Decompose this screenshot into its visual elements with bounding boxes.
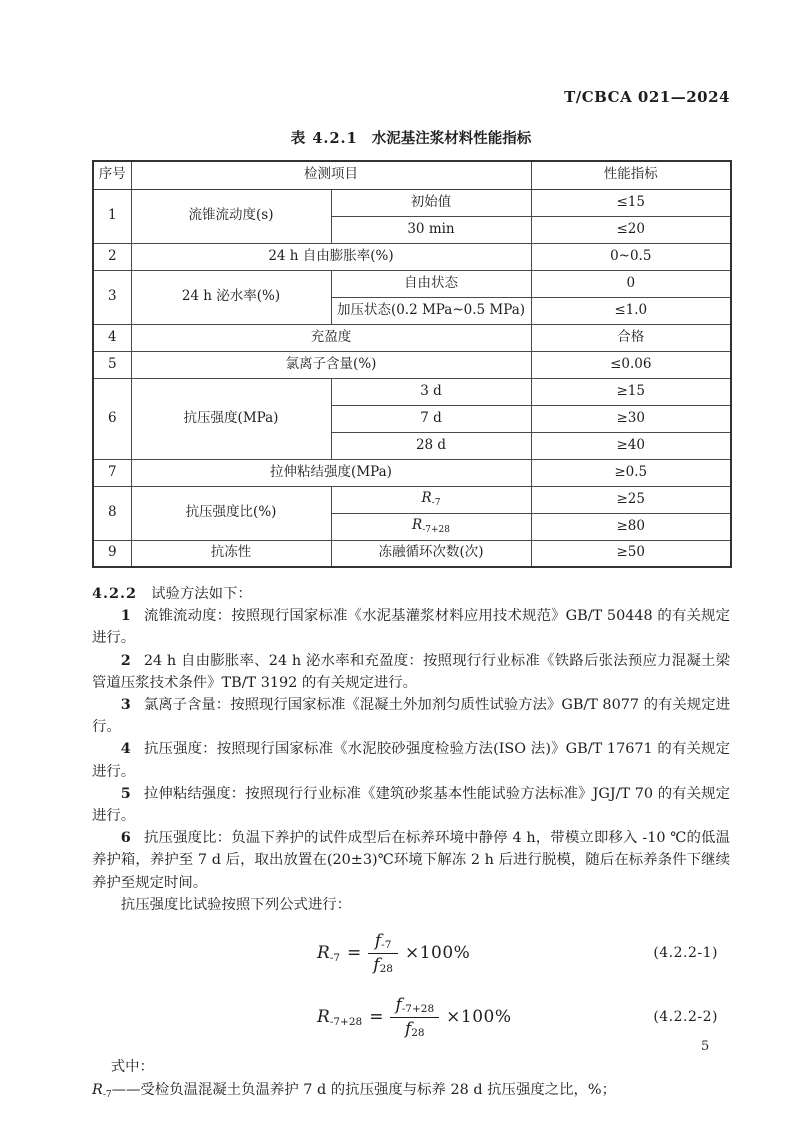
symbol-R: R — [317, 942, 330, 963]
cell-item-free-expansion: 24 h 自由膨胀率(%) — [131, 243, 531, 270]
table-name: 水泥基注浆材料性能指标 — [371, 130, 532, 147]
cell-item-bleeding-rate: 24 h 泌水率(%) — [131, 270, 331, 324]
cell-item-compressive-strength: 抗压强度(MPa) — [131, 378, 331, 459]
cell-item-tensile-bond-strength: 拉伸粘结强度(MPa) — [131, 459, 531, 486]
cell-item-frost-resistance: 抗冻性 — [131, 540, 331, 567]
table-row-5 — [93, 351, 731, 378]
method-item-6 — [92, 827, 730, 894]
where-block — [92, 1056, 730, 1106]
table-row-3 — [93, 270, 731, 297]
cell-serial-8: 8 — [93, 486, 131, 540]
cell-sub-3d: 3 d — [331, 378, 531, 405]
item-text: 拉伸粘结强度：按照现行行业标准《建筑砂浆基本性能试验方法标准》JGJ/T 70 的有关规定进行。 — [92, 785, 730, 825]
table-row-4 — [93, 324, 731, 351]
fraction-denominator — [390, 1018, 439, 1040]
method-item-1 — [92, 605, 730, 649]
symbol-f-subscript: 28 — [411, 1027, 425, 1040]
cell-item-chloride-content: 氯离子含量(%) — [131, 351, 531, 378]
symbol-R: R — [421, 489, 432, 506]
cell-sub-7d: 7 d — [331, 405, 531, 432]
cell-item-flow-cone: 流锥流动度(s) — [131, 189, 331, 243]
section-number: 4.2.2 — [92, 585, 138, 602]
method-item-2 — [92, 650, 730, 694]
symbol-R-subscript: -7 — [329, 951, 341, 964]
item-number: 2 — [120, 651, 131, 669]
cell-sub-freeze-thaw-cycles: 冻融循环次数(次) — [331, 540, 531, 567]
cell-val-chloride: ≤0.06 — [531, 351, 731, 378]
fraction-numerator — [390, 995, 439, 1019]
definition-dash: —— — [111, 1082, 141, 1099]
symbol-definition — [92, 1079, 730, 1106]
cell-serial-5: 5 — [93, 351, 131, 378]
table-number: 表 4.2.1 — [290, 130, 358, 147]
performance-spec-table — [92, 160, 732, 568]
cell-val-r-minus7plus28: ≥80 — [531, 513, 731, 540]
cell-serial-4: 4 — [93, 324, 131, 351]
definition-text: 受检负温混凝土负温养护 7 d 的抗压强度与标养 28 d 抗压强度之比，%； — [140, 1082, 616, 1099]
table-row-6 — [93, 378, 731, 405]
formula-lead-in: 抗压强度比试验按照下列公式进行： — [120, 896, 352, 913]
cell-serial-6: 6 — [93, 378, 131, 459]
method-item-3 — [92, 694, 730, 738]
cell-serial-3: 3 — [93, 270, 131, 324]
cell-sub-pressurized: 加压状态(0.2 MPa~0.5 MPa) — [331, 297, 531, 324]
cell-val-free-state: 0 — [531, 270, 731, 297]
formula-2-lhs — [317, 1007, 362, 1028]
where-label: 式中： — [110, 1059, 154, 1076]
symbol-R-subscript: -7+28 — [329, 1015, 363, 1028]
method-item-5 — [92, 783, 730, 827]
body-text — [92, 583, 730, 916]
cell-sub-r-minus7 — [331, 486, 531, 513]
times-100-percent: ×100% — [404, 943, 471, 964]
page-content — [92, 88, 730, 1106]
standard-reference: T/CBCA 021—2024 — [564, 88, 730, 106]
cell-serial-7: 7 — [93, 459, 131, 486]
cell-val-tensile-bond: ≥0.5 — [531, 459, 731, 486]
symbol-f: f — [374, 930, 382, 951]
cell-sub-initial-value: 初始值 — [331, 189, 531, 216]
symbol-f-subscript: -7 — [381, 938, 392, 951]
item-text: 抗压强度比：负温下养护的试件成型后在标养环境中静停 4 h，带模立即移入 -10 ℃的低温养护箱，养护至 7 d 后，取出放置在(20±3)℃环境下解冻 2 h 后进行脱模，随后在标养条件下继续养护至规定时间。 — [92, 830, 730, 891]
table-caption — [92, 127, 730, 148]
cell-val-3d: ≥15 — [531, 378, 731, 405]
item-text: 流锥流动度：按照现行国家标准《水泥基灌浆材料应用技术规范》GB/T 50448 的有关规定进行。 — [92, 608, 730, 647]
table-row-9 — [93, 540, 731, 567]
cell-item-strength-ratio: 抗压强度比(%) — [131, 486, 331, 540]
method-item-4 — [92, 738, 730, 782]
cell-val-r-minus7: ≥25 — [531, 486, 731, 513]
cell-item-fullness: 充盈度 — [131, 324, 531, 351]
col-header-performance-index: 性能指标 — [531, 161, 731, 189]
table-row-7 — [93, 459, 731, 486]
fraction-denominator — [368, 954, 398, 976]
cell-serial-2: 2 — [93, 243, 131, 270]
formula-1-lhs — [317, 943, 340, 964]
table-row-1 — [93, 189, 731, 216]
equation-number-2: (4.2.2-2) — [653, 1009, 718, 1026]
item-number: 1 — [120, 607, 131, 625]
cell-val-freeze-thaw: ≥50 — [531, 540, 731, 567]
symbol-f: f — [395, 994, 402, 1015]
equals-sign: = — [347, 943, 362, 964]
cell-sub-free-state: 自由状态 — [331, 270, 531, 297]
symbol-f-subscript: -7+28 — [401, 1002, 435, 1015]
cell-serial-9: 9 — [93, 540, 131, 567]
item-number: 5 — [120, 784, 131, 802]
item-text: 24 h 自由膨胀率、24 h 泌水率和充盈度：按照现行行业标准《铁路后张法预应力混凝土梁管道压浆技术条件》TB/T 3192 的有关规定进行。 — [92, 652, 730, 691]
equals-sign: = — [369, 1007, 384, 1028]
item-number: 3 — [120, 696, 131, 714]
table-row-2 — [93, 243, 731, 270]
symbol-R-subscript: -7+28 — [422, 524, 450, 535]
formula-2-expression — [317, 995, 512, 1040]
item-text: 抗压强度：按照现行国家标准《水泥胶砂强度检验方法(ISO 法)》GB/T 17671 的有关规定进行。 — [92, 741, 730, 780]
page-number: 5 — [701, 1039, 710, 1054]
col-header-test-item: 检测项目 — [131, 161, 531, 189]
cell-sub-r-minus7plus28 — [331, 513, 531, 540]
item-number: 4 — [120, 740, 131, 758]
col-header-serial: 序号 — [93, 161, 131, 189]
item-number: 6 — [120, 829, 131, 847]
cell-val-fullness: 合格 — [531, 324, 731, 351]
formula-1-expression — [317, 931, 470, 976]
fraction-numerator — [368, 931, 398, 955]
symbol-R: R — [92, 1082, 103, 1099]
cell-val-pressurized: ≤1.0 — [531, 297, 731, 324]
symbol-R-subscript: -7 — [431, 497, 441, 508]
cell-val-free-expansion: 0~0.5 — [531, 243, 731, 270]
symbol-R-subscript: -7 — [102, 1090, 112, 1101]
item-text: 氯离子含量：按照现行国家标准《混凝土外加剂匀质性试验方法》GB/T 8077 的有关规定进行。 — [92, 697, 730, 736]
cell-val-7d: ≥30 — [531, 405, 731, 432]
cell-serial-1: 1 — [93, 189, 131, 243]
formula-block — [92, 924, 730, 1046]
symbol-f: f — [404, 1019, 412, 1040]
fraction — [368, 931, 398, 976]
section-title: 试验方法如下： — [151, 586, 252, 602]
cell-val-28d: ≥40 — [531, 432, 731, 459]
symbol-R: R — [412, 516, 423, 533]
symbol-f-subscript: 28 — [379, 963, 393, 976]
table-header-row — [93, 161, 731, 189]
cell-sub-28d: 28 d — [331, 432, 531, 459]
cell-val-initial: ≤15 — [531, 189, 731, 216]
times-100-percent: ×100% — [446, 1007, 512, 1028]
equation-number-1: (4.2.2-1) — [653, 945, 718, 962]
cell-sub-30min: 30 min — [331, 216, 531, 243]
table-row-8 — [93, 486, 731, 513]
formula-1-row — [92, 924, 730, 982]
formula-2-row — [92, 988, 730, 1046]
cell-val-30min: ≤20 — [531, 216, 731, 243]
section-heading — [92, 583, 730, 605]
fraction — [390, 995, 439, 1040]
symbol-f: f — [373, 955, 380, 976]
symbol-R: R — [317, 1006, 330, 1027]
